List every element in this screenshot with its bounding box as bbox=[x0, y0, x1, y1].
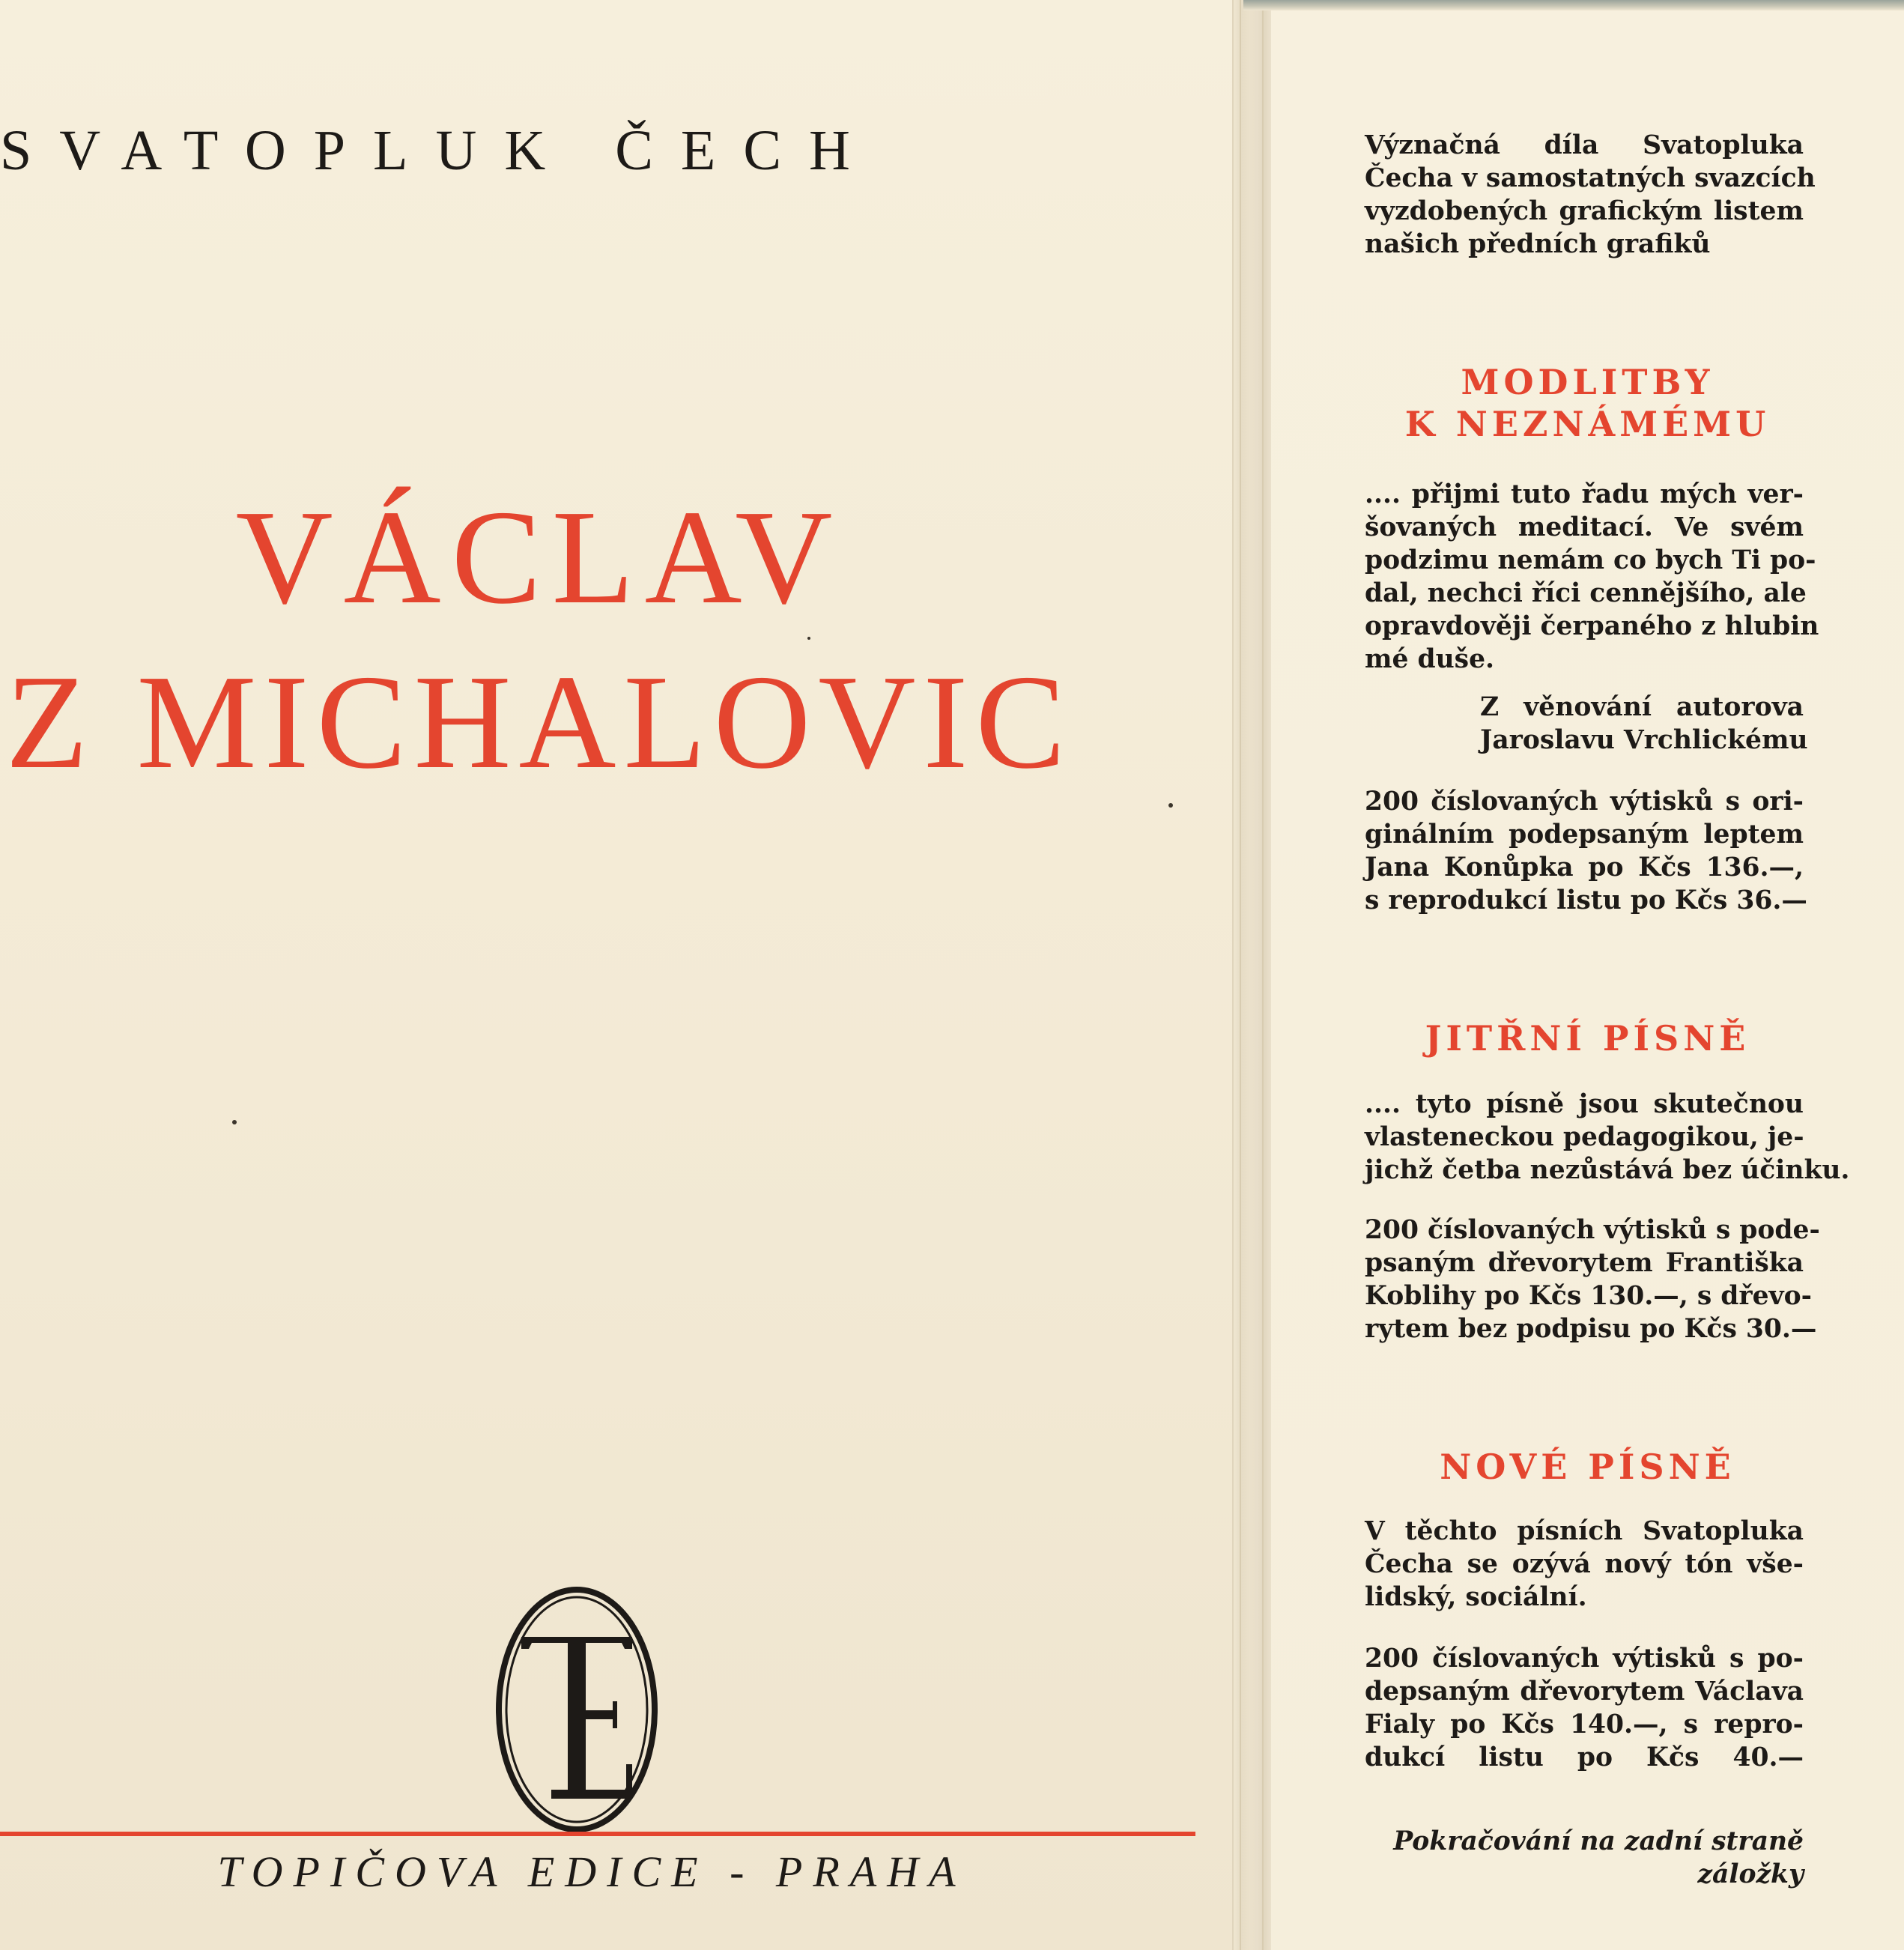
paper-speck bbox=[1168, 803, 1173, 808]
book-heading-line: NOVÉ PÍSNĚ bbox=[1440, 1447, 1735, 1487]
quote-line: .... tyto písně jsou skutečnou bbox=[1365, 1089, 1804, 1119]
quote-line: jichž četba nezůstává bez účinku. bbox=[1365, 1155, 1850, 1185]
quote-line: dal, nechci říci cennějšího, ale bbox=[1365, 578, 1807, 608]
quote-line: vlasteneckou pedagogikou, je- bbox=[1365, 1122, 1804, 1152]
book-edition-nove-pisne bbox=[1365, 1642, 1804, 1774]
book-title-line-1: VÁCLAV bbox=[235, 482, 843, 632]
continuation-line: záložky bbox=[1697, 1859, 1804, 1889]
flap-intro bbox=[1365, 129, 1816, 261]
book-title-line-2: Z MICHALOVIC bbox=[5, 647, 1073, 796]
quote-line: podzimu nemám co bych Ti po- bbox=[1365, 545, 1816, 575]
flap-intro-line: Čecha v samostatných svazcích bbox=[1365, 163, 1816, 193]
quote-line: .... přijmi tuto řadu mých ver- bbox=[1365, 479, 1804, 509]
fold-crease bbox=[1240, 0, 1241, 1950]
edition-line: dukcí listu po Kčs 40.— bbox=[1365, 1742, 1804, 1772]
flap-top-edge bbox=[1243, 0, 1904, 10]
book-quote-jitrni-pisne bbox=[1365, 1088, 1850, 1187]
edition-line: Koblihy po Kčs 130.—, s dřevo- bbox=[1365, 1281, 1812, 1311]
edition-line: 200 číslovaných výtisků s po- bbox=[1365, 1644, 1804, 1674]
book-heading-line: K NEZNÁMÉMU bbox=[1404, 404, 1771, 444]
publisher-logo bbox=[493, 1584, 661, 1835]
quote-line: V těchto písních Svatopluka bbox=[1365, 1516, 1804, 1546]
book-edition-jitrni-pisne bbox=[1365, 1214, 1820, 1345]
paper-speck bbox=[232, 1120, 237, 1124]
book-heading-jitrni-pisne bbox=[1271, 1017, 1904, 1059]
spine-fold bbox=[1232, 0, 1274, 1950]
continuation-note bbox=[1365, 1825, 1804, 1891]
book-heading-nove-pisne bbox=[1271, 1446, 1904, 1488]
flap-intro-line: Význačná díla Svatopluka bbox=[1365, 130, 1804, 160]
quote-attribution bbox=[1480, 691, 1808, 757]
attribution-line: Jaroslavu Vrchlickému bbox=[1480, 725, 1808, 755]
publisher-name: TOPIČOVA EDICE - PRAHA bbox=[217, 1847, 966, 1896]
flap-intro-line: vyzdobených grafickým listem bbox=[1365, 196, 1804, 226]
attribution-line: Z věnování autorova bbox=[1480, 692, 1804, 722]
continuation-line: Pokračování na zadní straně bbox=[1393, 1826, 1804, 1856]
edition-line: s reprodukcí listu po Kčs 36.— bbox=[1365, 885, 1807, 915]
quote-line: opravdověji čerpaného z hlubin bbox=[1365, 611, 1819, 641]
fold-crease bbox=[1262, 0, 1264, 1950]
edition-line: Fialy po Kčs 140.—, s repro- bbox=[1365, 1710, 1804, 1739]
edition-line: 200 číslovaných výtisků s ori- bbox=[1365, 787, 1804, 817]
book-quote-nove-pisne bbox=[1365, 1515, 1804, 1614]
flap-intro-line: našich předních grafiků bbox=[1365, 229, 1711, 259]
author-name: SVATOPLUK ČECH bbox=[0, 119, 878, 182]
edition-line: 200 číslovaných výtisků s pode- bbox=[1365, 1215, 1820, 1245]
quote-line: lidský, sociální. bbox=[1365, 1582, 1587, 1612]
edition-line: rytem bez podpisu po Kčs 30.— bbox=[1365, 1314, 1817, 1344]
edition-line: psaným dřevorytem Františka bbox=[1365, 1248, 1804, 1278]
edition-line: ginálním podepsaným leptem bbox=[1365, 820, 1804, 850]
paper-speck bbox=[807, 637, 810, 640]
edition-line: depsaným dřevorytem Václava bbox=[1365, 1677, 1804, 1707]
quote-line: mé duše. bbox=[1365, 644, 1495, 674]
red-rule bbox=[0, 1832, 1195, 1836]
quote-line: šovaných meditací. Ve svém bbox=[1365, 512, 1804, 542]
quote-line: Čecha se ozývá nový tón vše- bbox=[1365, 1549, 1804, 1579]
edition-line: Jana Konůpka po Kčs 136.—, bbox=[1365, 853, 1804, 882]
book-edition-modlitby bbox=[1365, 785, 1807, 917]
book-heading-modlitby bbox=[1271, 361, 1904, 445]
book-heading-line: MODLITBY bbox=[1461, 362, 1714, 402]
book-quote-modlitby bbox=[1365, 478, 1819, 676]
book-heading-line: JITŘNÍ PÍSNĚ bbox=[1425, 1018, 1750, 1059]
